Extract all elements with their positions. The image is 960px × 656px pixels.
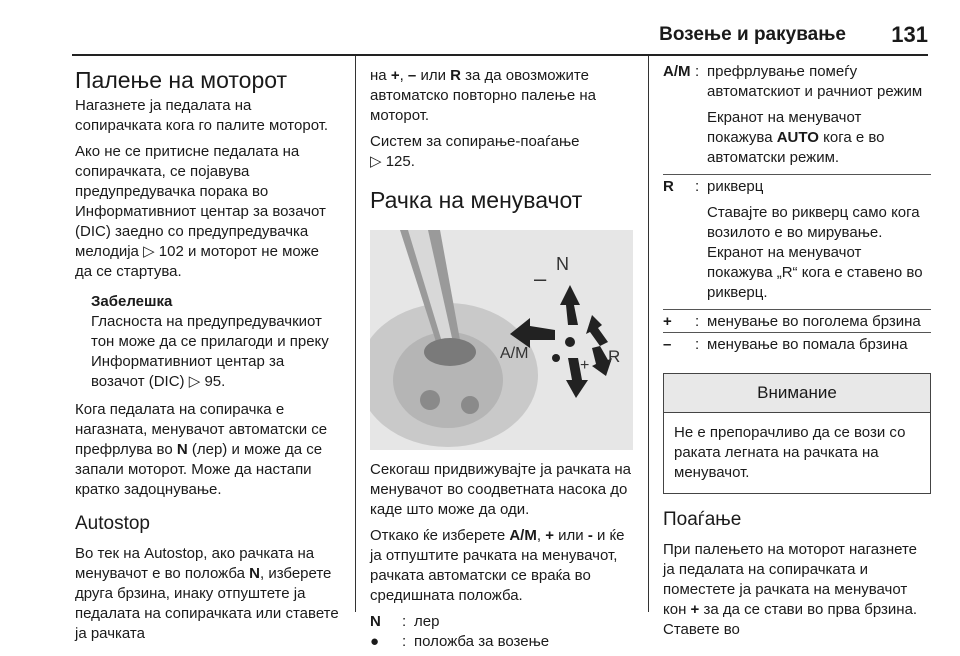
paragraph: Нагазнете ја педалата на сопирачката кога го палите моторот. bbox=[75, 97, 329, 134]
paragraph: Откако ќе изберете A/M, + или - и ќе ја отпуштите рачката на менувачот, рачката автоматски се враќа во средишната положба. bbox=[370, 527, 625, 604]
arrow-up-r-icon bbox=[586, 315, 608, 346]
center-position-dot bbox=[565, 337, 575, 347]
definition-row-plus: + : менување во поголема брзина bbox=[663, 309, 931, 332]
definition-row: ● : положба за возење bbox=[370, 633, 550, 650]
paragraph: на +, – или R за да овозможите автоматско повторно палење на моторот. bbox=[370, 67, 596, 124]
paragraph: Ако не се притисне педалата на сопирачката, се појавува предупредувачка порака во Информативниот центар за возачот (DIC) заедно со предупредувачка мелодија ▷ 102 и моторот не може да се стартува. bbox=[75, 143, 326, 280]
definition-row-minus: – : менување во помала брзина bbox=[663, 332, 931, 355]
section-title-starting-off: Поаѓање bbox=[663, 509, 742, 530]
note-title: Забелешка bbox=[91, 293, 173, 310]
chapter-title: Возење и ракување bbox=[659, 24, 846, 45]
warning-box bbox=[663, 373, 931, 494]
section-title-autostop: Autostop bbox=[75, 513, 150, 534]
paragraph: При палењето на моторот нагазнете ја педалата на сопирачката и поместете ја рачката на менувачот кон + за да се стави во прва брзина. Ставете во bbox=[663, 541, 918, 638]
figure-label-r: R bbox=[608, 347, 621, 366]
definition-list bbox=[370, 612, 633, 652]
column-1 bbox=[75, 66, 340, 650]
definition-subtext: Екранот на менувачот покажува AUTO кога е во автоматски режим. bbox=[707, 109, 885, 166]
section-title-engine-start: Палење на моторот bbox=[75, 67, 288, 93]
figure-label-minus: – bbox=[534, 266, 547, 291]
definition-subtext: Ставајте во рикверц само кога возилото е во мирување. Екранот на менувачот покажува „R“ кога е ставено во рикверц. bbox=[707, 204, 923, 301]
gear-lever-illustration bbox=[370, 230, 633, 450]
paragraph: Секогаш придвижувајте ја рачката на менувачот во соодветната насока до каде што може да оди. bbox=[370, 461, 632, 518]
page-header bbox=[72, 14, 928, 52]
definition-row-r: R : рикверц bbox=[663, 174, 931, 197]
page-ref-triangle-icon[interactable]: ▷ bbox=[143, 243, 155, 260]
paragraph: Кога педалата на сопирачка е нагазната, менувачот автоматски се префрлува во N (лер) и може да се запали моторот. Може да настапи кратко задоцнување. bbox=[75, 401, 328, 498]
lever-collar bbox=[424, 338, 476, 366]
definition-row: N : лер bbox=[370, 613, 440, 630]
figure-label-am: A/M bbox=[500, 345, 529, 362]
column-3 bbox=[663, 62, 931, 646]
console-button bbox=[461, 396, 479, 414]
console-button bbox=[420, 390, 440, 410]
warning-title: Внимание bbox=[664, 374, 930, 413]
page-ref[interactable]: 95. bbox=[204, 373, 226, 390]
column-2 bbox=[370, 66, 633, 656]
section-title-gear-lever: Рачка на менувачот bbox=[370, 187, 583, 213]
paragraph: Систем за сопирање-поаѓање ▷ 125. bbox=[370, 133, 580, 170]
page-ref-triangle-icon[interactable]: ▷ bbox=[370, 153, 382, 170]
arrow-up-n-icon bbox=[560, 285, 580, 325]
column-divider bbox=[355, 56, 356, 612]
note-block bbox=[91, 292, 340, 392]
paragraph: Во тек на Autostop, ако рачката на менувачот е во положба N, изберете друга брзина, инаку отпуштете ја педалата на сопирачката или ставете ја рачката bbox=[75, 545, 339, 642]
page-ref[interactable]: 125. bbox=[385, 153, 415, 170]
note-text: Гласноста на предупредувачкиот тон може да се прилагоди и преку Информативниот центар за возачот (DIC) ▷ 95. bbox=[91, 313, 329, 390]
page-ref[interactable]: 102 bbox=[158, 243, 184, 260]
page-ref-triangle-icon[interactable]: ▷ bbox=[188, 373, 201, 390]
definition-row-am: A/M : префрлување помеѓу автоматскиот и рачниот режим bbox=[663, 63, 923, 100]
gear-lever-figure bbox=[370, 230, 633, 450]
header-rule bbox=[72, 54, 928, 56]
figure-label-n: N bbox=[556, 254, 569, 274]
column-divider bbox=[648, 56, 649, 612]
page-number: 131 bbox=[891, 22, 928, 47]
warning-text: Не е препорачливо да се вози со раката легната на рачката на менувачот. bbox=[674, 424, 906, 481]
figure-label-plus: + bbox=[580, 357, 590, 374]
auto-position-dot bbox=[552, 354, 560, 362]
